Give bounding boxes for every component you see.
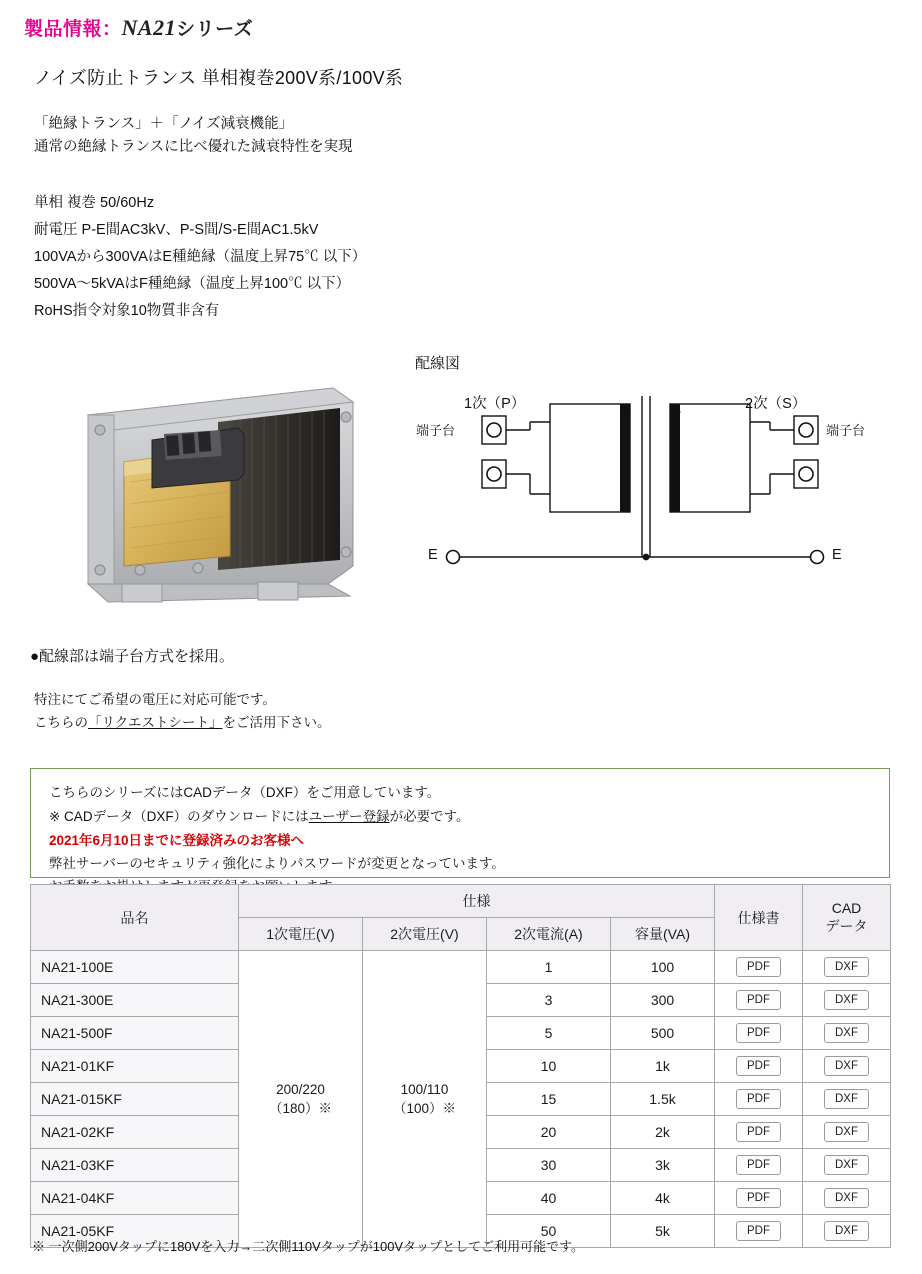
cell-datasheet xyxy=(715,1149,803,1182)
cell-capacity: 100 xyxy=(611,951,715,984)
terminal-left-label: 端子台 xyxy=(416,423,456,438)
spec-line-5: RoHS指令対象10物質非含有 xyxy=(34,303,220,319)
primary-voltage-line2: （180）※ xyxy=(268,1101,333,1116)
cell-cad xyxy=(803,1149,891,1182)
primary-voltage-line1: 200/220 xyxy=(276,1082,325,1097)
header-series-suffix: シリーズ xyxy=(176,19,254,40)
th-capacity: 容量(VA) xyxy=(611,918,715,951)
spec-line-3: 100VAから300VAはE種絶縁（温度上昇75℃ 以下） xyxy=(34,249,367,265)
cell-secondary-current: 15 xyxy=(487,1083,611,1116)
user-registration-link[interactable]: ユーザー登録 xyxy=(308,809,390,824)
cell-cad xyxy=(803,1116,891,1149)
cell-cad xyxy=(803,1017,891,1050)
cell-capacity: 4k xyxy=(611,1182,715,1215)
cell-cad xyxy=(803,951,891,984)
lead-line-1: 「絶縁トランス」＋「ノイズ減衰機能」 xyxy=(34,116,294,132)
cell-datasheet xyxy=(715,1050,803,1083)
cell-model: NA21-300E xyxy=(31,984,239,1017)
dxf-button[interactable]: DXF xyxy=(824,1023,869,1043)
th-cad xyxy=(803,885,891,951)
cell-secondary-current: 20 xyxy=(487,1116,611,1149)
cell-model: NA21-05KF xyxy=(31,1215,239,1248)
page-header xyxy=(24,14,253,41)
th-primary-voltage: 1次電圧(V) xyxy=(239,918,363,951)
th-cad-line2: データ xyxy=(825,917,868,934)
pdf-button[interactable]: PDF xyxy=(736,1056,781,1076)
cell-primary-voltage xyxy=(239,951,363,1248)
cell-model: NA21-01KF xyxy=(31,1050,239,1083)
special-order-line-1: 特注にてご希望の電圧に対応可能です。 xyxy=(34,692,276,707)
cell-capacity: 5k xyxy=(611,1215,715,1248)
cad-notice-line-4: 弊社サーバーのセキュリティ強化によりパスワードが変更となっています。 xyxy=(49,856,505,871)
cell-secondary-current: 3 xyxy=(487,984,611,1017)
pdf-button[interactable]: PDF xyxy=(736,1188,781,1208)
cell-datasheet xyxy=(715,1083,803,1116)
wiring-diagram xyxy=(416,382,890,597)
dxf-button[interactable]: DXF xyxy=(824,957,869,977)
cell-capacity: 1k xyxy=(611,1050,715,1083)
cad-notice-line-1: こちらのシリーズにはCADデータ（DXF）をご用意しています。 xyxy=(49,785,441,800)
cell-secondary-current: 50 xyxy=(487,1215,611,1248)
lead-line-2: 通常の絶縁トランスに比べ優れた減衰特性を実現 xyxy=(34,139,353,155)
cad-notice-alert: 2021年6月10日までに登録済みのお客様へ xyxy=(49,833,305,848)
earth-left-label: E xyxy=(428,547,438,563)
secondary-voltage-line2: （100）※ xyxy=(392,1101,457,1116)
dxf-button[interactable]: DXF xyxy=(824,990,869,1010)
cell-secondary-current: 1 xyxy=(487,951,611,984)
th-name: 品名 xyxy=(31,885,239,951)
earth-right-label: E xyxy=(832,547,842,563)
pdf-button[interactable]: PDF xyxy=(736,1155,781,1175)
request-sheet-post: をご活用下さい。 xyxy=(222,715,331,730)
cell-secondary-current: 30 xyxy=(487,1149,611,1182)
secondary-label: 2次（S） xyxy=(745,396,807,412)
header-prefix: 製品情報： xyxy=(24,19,122,40)
pdf-button[interactable]: PDF xyxy=(736,1089,781,1109)
cell-model: NA21-04KF xyxy=(31,1182,239,1215)
cell-model: NA21-015KF xyxy=(31,1083,239,1116)
dxf-button[interactable]: DXF xyxy=(824,1155,869,1175)
cell-capacity: 2k xyxy=(611,1116,715,1149)
user-registration-post: が必要です。 xyxy=(389,809,470,824)
request-sheet-link[interactable]: 「リクエストシート」 xyxy=(88,715,223,730)
table-row xyxy=(31,951,891,984)
cell-cad xyxy=(803,1083,891,1116)
header-series: NA21 xyxy=(121,15,177,40)
th-datasheet: 仕様書 xyxy=(715,885,803,951)
user-registration-pre: ※ CADデータ（DXF）のダウンロードには xyxy=(49,809,309,824)
cell-model: NA21-100E xyxy=(31,951,239,984)
spec-table-wrap xyxy=(30,884,890,1248)
cell-model: NA21-500F xyxy=(31,1017,239,1050)
spec-line-4: 500VA～5kVAはF種絶縁（温度上昇100℃ 以下） xyxy=(34,276,351,292)
th-spec-group: 仕様 xyxy=(239,885,715,918)
pdf-button[interactable]: PDF xyxy=(736,1122,781,1142)
product-photo xyxy=(78,370,362,608)
pdf-button[interactable]: PDF xyxy=(736,1221,781,1241)
diagram-title: 配線図 xyxy=(415,355,461,372)
cell-capacity: 500 xyxy=(611,1017,715,1050)
cell-cad xyxy=(803,1215,891,1248)
secondary-voltage-line1: 100/110 xyxy=(400,1082,449,1097)
lead-text xyxy=(34,113,353,159)
cell-datasheet xyxy=(715,1017,803,1050)
th-cad-line1: CAD xyxy=(831,899,862,916)
spec-list xyxy=(34,190,366,325)
cell-model: NA21-03KF xyxy=(31,1149,239,1182)
spec-line-1: 単相 複巻 50/60Hz xyxy=(34,195,155,211)
cell-secondary-voltage xyxy=(363,951,487,1248)
dxf-button[interactable]: DXF xyxy=(824,1089,869,1109)
terminal-right-label: 端子台 xyxy=(826,423,866,438)
cell-capacity: 300 xyxy=(611,984,715,1017)
cell-model: NA21-02KF xyxy=(31,1116,239,1149)
th-secondary-voltage: 2次電圧(V) xyxy=(363,918,487,951)
cad-notice-box xyxy=(30,768,890,878)
cell-datasheet xyxy=(715,1182,803,1215)
cell-secondary-current: 40 xyxy=(487,1182,611,1215)
cell-secondary-current: 5 xyxy=(487,1017,611,1050)
special-order-note xyxy=(34,688,330,734)
pdf-button[interactable]: PDF xyxy=(736,990,781,1010)
page-title: ノイズ防止トランス 単相複巻200V系/100V系 xyxy=(34,68,404,88)
spec-line-2: 耐電圧 P-E間AC3kV、P-S間/S-E間AC1.5kV xyxy=(34,222,319,238)
cell-capacity: 3k xyxy=(611,1149,715,1182)
cell-capacity: 1.5k xyxy=(611,1083,715,1116)
primary-label: 1次（P） xyxy=(464,396,526,412)
special-order-line-2 xyxy=(34,711,330,734)
cad-notice-line-2 xyxy=(49,805,470,825)
dxf-button[interactable]: DXF xyxy=(824,1221,869,1241)
request-sheet-pre: こちらの xyxy=(34,715,88,730)
cell-cad xyxy=(803,1182,891,1215)
spec-table xyxy=(30,884,891,1248)
pdf-button[interactable]: PDF xyxy=(736,1023,781,1043)
table-header-row-1 xyxy=(31,885,891,918)
cell-datasheet xyxy=(715,1215,803,1248)
pdf-button[interactable]: PDF xyxy=(736,957,781,977)
cell-cad xyxy=(803,1050,891,1083)
cell-datasheet xyxy=(715,984,803,1017)
th-secondary-current: 2次電流(A) xyxy=(487,918,611,951)
table-footnote: ※ 一次側200Vタップに180Vを入力→二次側110Vタップが100Vタップとしてご利用可能です。 xyxy=(32,1239,585,1254)
cell-secondary-current: 10 xyxy=(487,1050,611,1083)
dxf-button[interactable]: DXF xyxy=(824,1122,869,1142)
cell-datasheet xyxy=(715,951,803,984)
cell-cad xyxy=(803,984,891,1017)
terminal-note: ●配線部は端子台方式を採用。 xyxy=(30,648,235,665)
dxf-button[interactable]: DXF xyxy=(824,1056,869,1076)
dxf-button[interactable]: DXF xyxy=(824,1188,869,1208)
cell-datasheet xyxy=(715,1116,803,1149)
